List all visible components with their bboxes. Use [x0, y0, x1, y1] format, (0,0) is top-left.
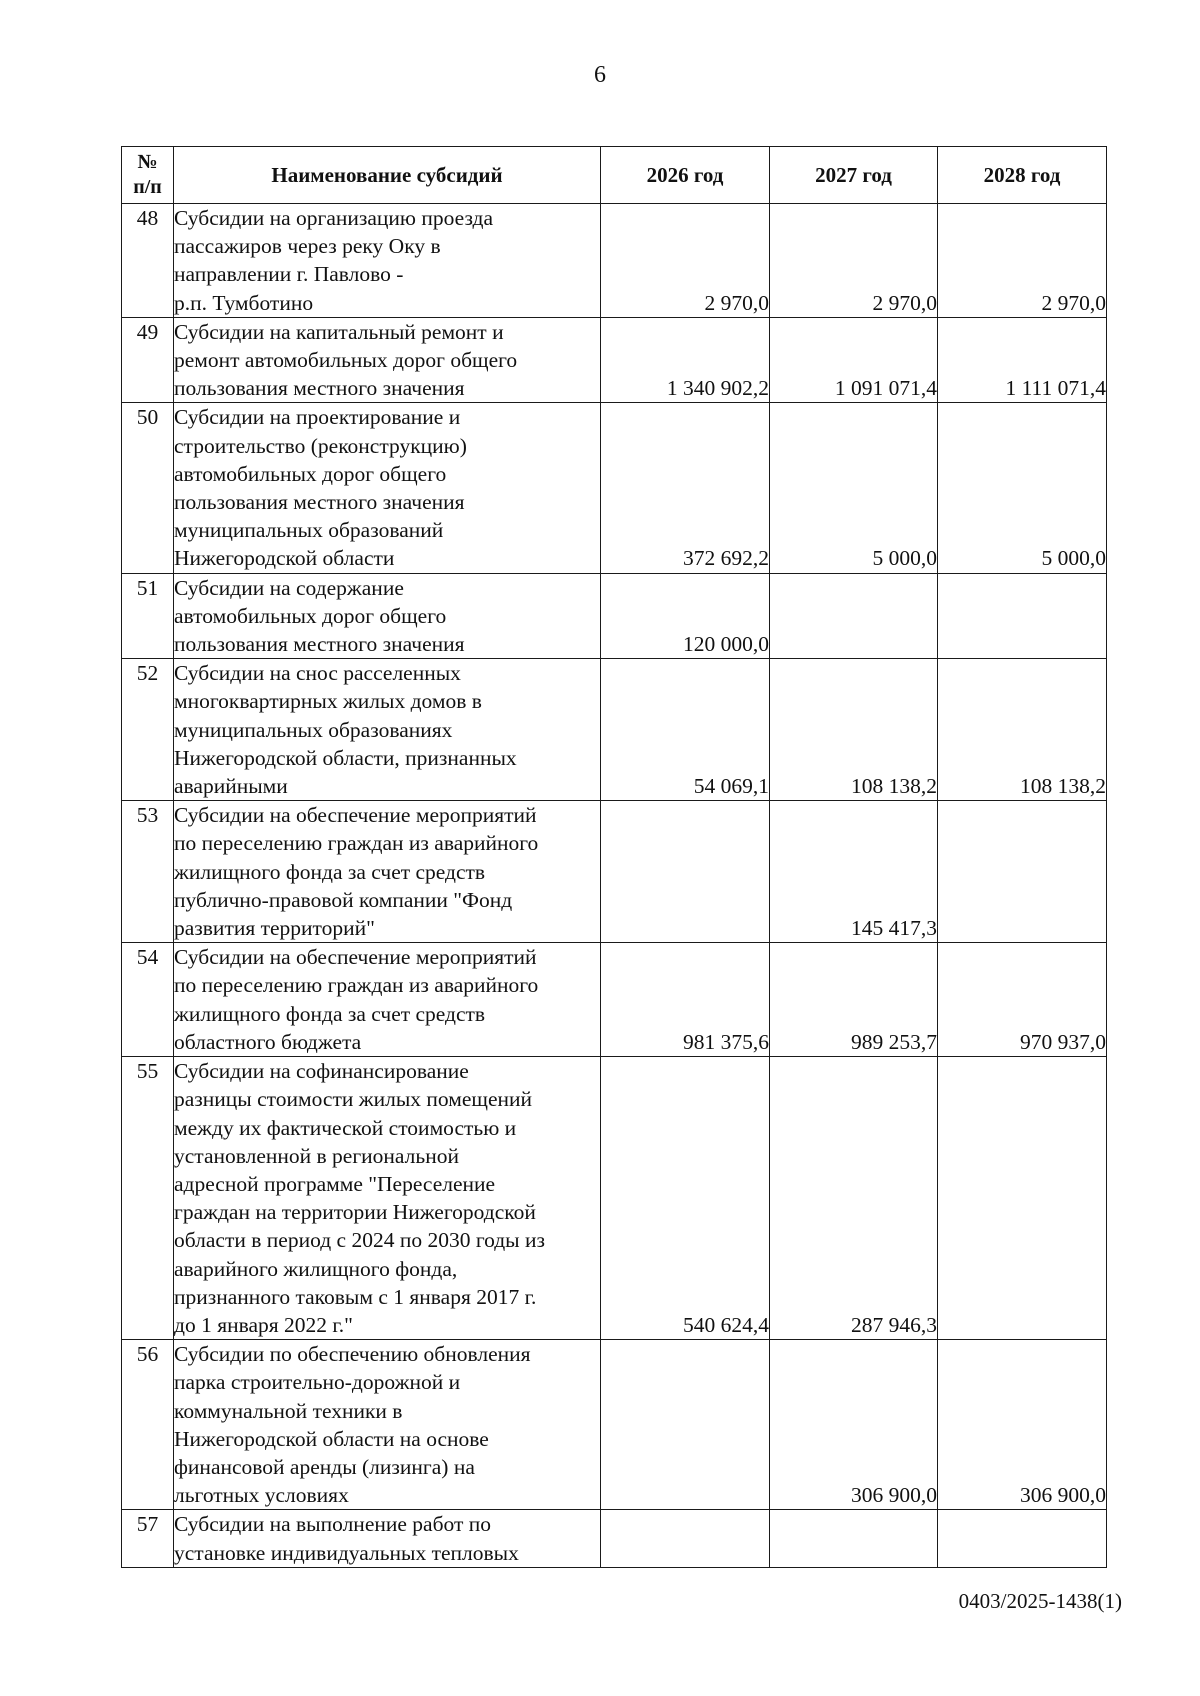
table-row: [122, 1057, 1107, 1340]
table-row: [122, 943, 1107, 1057]
table-row: [122, 659, 1107, 801]
amount-2027: [770, 1510, 938, 1567]
amount-2027: 1 091 071,4: [770, 317, 938, 403]
amount-2026: [601, 1510, 770, 1567]
subsidy-name: Субсидии на обеспечение мероприятий по переселению граждан из аварийного жилищного фонда за счет средств публично-правовой компании "Фонд развития территорий": [174, 801, 601, 943]
table-row: [122, 403, 1107, 573]
subsidy-name: Субсидии на капитальный ремонт и ремонт автомобильных дорог общего пользования местного значения: [174, 317, 601, 403]
amount-2027: 145 417,3: [770, 801, 938, 943]
amount-2027: 5 000,0: [770, 403, 938, 573]
row-number: 51: [122, 573, 174, 659]
amount-2026: 1 340 902,2: [601, 317, 770, 403]
row-number: 48: [122, 204, 174, 318]
amount-2026: 54 069,1: [601, 659, 770, 801]
subsidies-table: [121, 146, 1107, 1568]
amount-2028: 108 138,2: [938, 659, 1107, 801]
amount-2028: [938, 801, 1107, 943]
row-number: 49: [122, 317, 174, 403]
subsidy-name: Субсидии на содержание автомобильных дорог общего пользования местного значения: [174, 573, 601, 659]
subsidy-name: Субсидии на выполнение работ по установке индивидуальных тепловых: [174, 1510, 601, 1567]
page-number: 6: [594, 62, 606, 88]
row-number: 50: [122, 403, 174, 573]
amount-2028: [938, 1510, 1107, 1567]
row-number: 52: [122, 659, 174, 801]
header-subsidy-name: Наименование субсидий: [174, 147, 601, 204]
document-code: 0403/2025-1438(1): [958, 1589, 1122, 1613]
subsidy-name: Субсидии на софинансирование разницы стоимости жилых помещений между их фактической стоимостью и установленной в региональной адресной программе "Переселение граждан на территории Нижегородской области в период с 2024 по 2030 годы из аварийного жилищного фонда, признанного таковым с 1 января 2017 г. до 1 января 2022 г.": [174, 1057, 601, 1340]
amount-2028: 306 900,0: [938, 1340, 1107, 1510]
subsidy-name: Субсидии на обеспечение мероприятий по переселению граждан из аварийного жилищного фонда за счет средств областного бюджета: [174, 943, 601, 1057]
table-row: [122, 573, 1107, 659]
amount-2028: 5 000,0: [938, 403, 1107, 573]
table-row: [122, 1340, 1107, 1510]
amount-2027: 989 253,7: [770, 943, 938, 1057]
amount-2026: 372 692,2: [601, 403, 770, 573]
header-row-number: № п/п: [122, 147, 174, 204]
amount-2028: 2 970,0: [938, 204, 1107, 318]
row-number: 57: [122, 1510, 174, 1567]
row-number: 54: [122, 943, 174, 1057]
row-number: 53: [122, 801, 174, 943]
amount-2028: [938, 1057, 1107, 1340]
amount-2028: 1 111 071,4: [938, 317, 1107, 403]
amount-2026: 2 970,0: [601, 204, 770, 318]
amount-2026: 120 000,0: [601, 573, 770, 659]
header-year-2028: 2028 год: [938, 147, 1107, 204]
row-number: 55: [122, 1057, 174, 1340]
amount-2027: 108 138,2: [770, 659, 938, 801]
subsidy-name: Субсидии по обеспечению обновления парка строительно-дорожной и коммунальной техники в Нижегородской области на основе финансовой аренды (лизинга) на льготных условиях: [174, 1340, 601, 1510]
table-row: [122, 801, 1107, 943]
table-header-row: [122, 147, 1107, 204]
table-row: [122, 204, 1107, 318]
amount-2028: [938, 573, 1107, 659]
amount-2026: [601, 1340, 770, 1510]
subsidy-name: Субсидии на снос расселенных многоквартирных жилых домов в муниципальных образованиях Нижегородской области, признанных аварийными: [174, 659, 601, 801]
amount-2026: 981 375,6: [601, 943, 770, 1057]
amount-2027: 2 970,0: [770, 204, 938, 318]
header-year-2027: 2027 год: [770, 147, 938, 204]
table-row: [122, 1510, 1107, 1567]
amount-2027: 306 900,0: [770, 1340, 938, 1510]
amount-2026: 540 624,4: [601, 1057, 770, 1340]
amount-2028: 970 937,0: [938, 943, 1107, 1057]
subsidy-name: Субсидии на организацию проезда пассажиров через реку Оку в направлении г. Павлово - р.п. Тумботино: [174, 204, 601, 318]
amount-2027: 287 946,3: [770, 1057, 938, 1340]
header-year-2026: 2026 год: [601, 147, 770, 204]
amount-2026: [601, 801, 770, 943]
amount-2027: [770, 573, 938, 659]
table-row: [122, 317, 1107, 403]
row-number: 56: [122, 1340, 174, 1510]
subsidy-name: Субсидии на проектирование и строительство (реконструкцию) автомобильных дорог общего пользования местного значения муниципальных образований Нижегородской области: [174, 403, 601, 573]
